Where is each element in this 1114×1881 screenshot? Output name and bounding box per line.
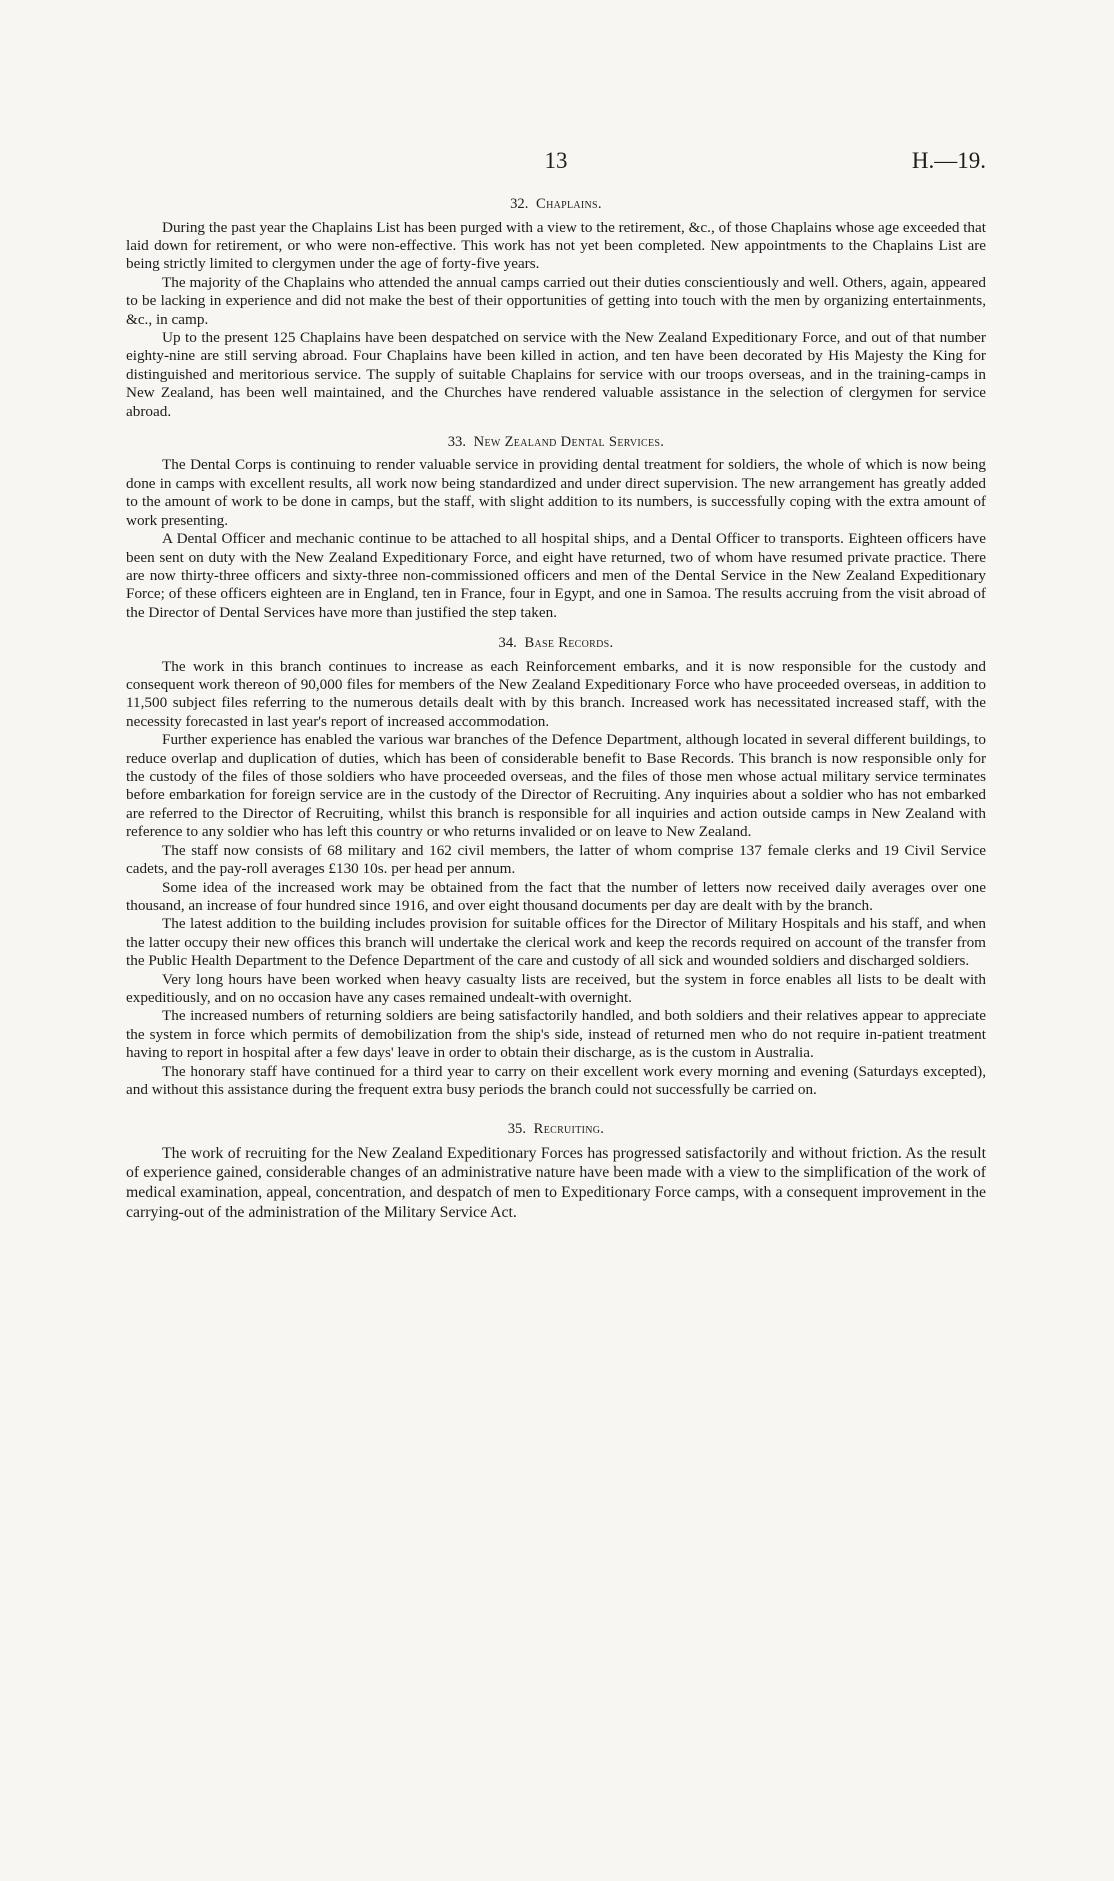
paragraph: The latest addition to the building includes provision for suitable offices for the Director of Military Hospitals and his staff, and when the latter occupy their new offices this branch will undertake the clerical work and keep the records required on account of the transfer from the Public Health Department to the Defence Department of the care and custody of all sick and wounded soldiers and discharged soldiers. (126, 915, 986, 970)
document-reference: H.—19. (911, 148, 986, 173)
paragraph: A Dental Officer and mechanic continue to be attached to all hospital ships, and a Dental Officer to transports. Eighteen officers have been sent on duty with the New Zealand Expeditionary Force, and eight have returned, two of whom have resumed private practice. There are now thirty-three officers and sixty-three non-commissioned officers and men of the Dental Service in the New Zealand Expeditionary Force; of these officers eighteen are in England, ten in France, four in Egypt, and one in Samoa. The results accruing from the visit abroad of the Director of Dental Services have more than justified the step taken. (126, 530, 986, 621)
paragraph: Some idea of the increased work may be obtained from the fact that the number of letters now received daily averages over one thousand, an increase of four hundred since 1916, and over eight thousand documents per day are dealt with by the branch. (126, 878, 986, 914)
document-body (126, 196, 986, 1235)
section-title: New Zealand Dental Services. (473, 433, 665, 450)
section-title: Base Records. (524, 635, 614, 652)
section-base-records (126, 635, 986, 1099)
section-number: 32. (510, 196, 529, 212)
paragraph: The staff now consists of 68 military and 162 civil members, the latter of whom comprise 137 female clerks and 19 Civil Service cadets, and the pay-roll averages £130 10s. per head per annum. (126, 841, 986, 878)
section-heading (126, 1121, 986, 1139)
section-heading (126, 196, 986, 214)
paragraph: During the past year the Chaplains List has been purged with a view to the retirement, &c., of those Chaplains whose age exceeded that laid down for retirement, or who were non-effective. This work has not yet been completed. New appointments to the Chaplains List are being strictly limited to clergymen under the age of forty-five years. (126, 218, 986, 273)
page-number: 13 (544, 148, 568, 173)
paragraph: Very long hours have been worked when heavy casualty lists are received, but the system in force enables all lists to be dealt with expeditiously, and on no occasion have any cases remained undealt-with overnight. (126, 970, 986, 1006)
section-recruiting (126, 1121, 986, 1222)
section-title: Chaplains. (536, 196, 602, 212)
section-number: 33. (447, 433, 466, 450)
page-header (126, 148, 986, 182)
paragraph: The increased numbers of returning soldiers are being satisfactorily handled, and both soldiers and their relatives appear to appreciate the system in force which permits of demobilization from the ship's side, instead of returned men who do not require in-patient treatment having to report in hospital after a few days' leave in order to obtain their discharge, as is the custom in Australia. (126, 1007, 986, 1062)
paragraph: The work in this branch continues to increase as each Reinforcement embarks, and it is now responsible for the custody and consequent work thereon of 90,000 files for members of the New Zealand Expeditionary Force who have proceeded overseas, in addition to 11,500 subject files referring to the numerous details dealt with by this branch. Increased work has necessitated increased staff, with the necessity forecasted in last year's report of increased accommodation. (126, 657, 986, 730)
section-heading (126, 635, 986, 653)
section-number: 34. (498, 635, 517, 652)
section-chaplains (126, 196, 986, 421)
paragraph: The work of recruiting for the New Zealand Expeditionary Forces has progressed satisfactorily and without friction. As the result of experience gained, considerable changes of an administrative nature have been made with a view to the simplification of the work of medical examination, appeal, concentration, and despatch of men to Expeditionary Force camps, with a consequent improvement in the carrying-out of the administration of the Military Service Act. (126, 1144, 986, 1221)
section-heading (126, 434, 986, 452)
section-title: Recruiting. (533, 1121, 605, 1138)
section-number: 35. (507, 1121, 526, 1138)
paragraph: The honorary staff have continued for a third year to carry on their excellent work every morning and evening (Saturdays excepted), and without this assistance during the frequent extra busy periods the branch could not successfully be carried on. (126, 1062, 986, 1098)
paragraph: The majority of the Chaplains who attended the annual camps carried out their duties conscientiously and well. Others, again, appeared to be lacking in experience and did not make the best of their opportunities of getting into touch with the men by organizing entertainments, &c., in camp. (126, 273, 986, 328)
paragraph: Up to the present 125 Chaplains have been despatched on service with the New Zealand Expeditionary Force, and out of that number eighty-nine are still serving abroad. Four Chaplains have been killed in action, and ten have been decorated by His Majesty the King for distinguished and meritorious service. The supply of suitable Chaplains for service with our troops overseas, and in the training-camps in New Zealand, has been well maintained, and the Churches have rendered valuable assistance in the selection of clergymen for service abroad. (126, 328, 986, 420)
paragraph: Further experience has enabled the various war branches of the Defence Department, although located in several different buildings, to reduce overlap and duplication of duties, which has been of considerable benefit to Base Records. This branch is now responsible only for the custody of the files of those soldiers who have proceeded overseas, and the files of those men whose actual military service terminates before embarkation for foreign service are in the custody of the Director of Recruiting. Any inquiries about a soldier who has not embarked are referred to the Director of Recruiting, whilst this branch is responsible for all inquiries and action outside camps in New Zealand with reference to any soldier who has left this country or who returns invalided or on leave to New Zealand. (126, 731, 986, 841)
paragraph: The Dental Corps is continuing to render valuable service in providing dental treatment for soldiers, the whole of which is now being done in camps with excellent results, all work now being standardized and under direct supervision. The new arrangement has greatly added to the amount of work to be done in camps, but the staff, with slight addition to its numbers, is successfully coping with the extra amount of work presenting. (126, 456, 986, 529)
section-dental-services (126, 434, 986, 622)
